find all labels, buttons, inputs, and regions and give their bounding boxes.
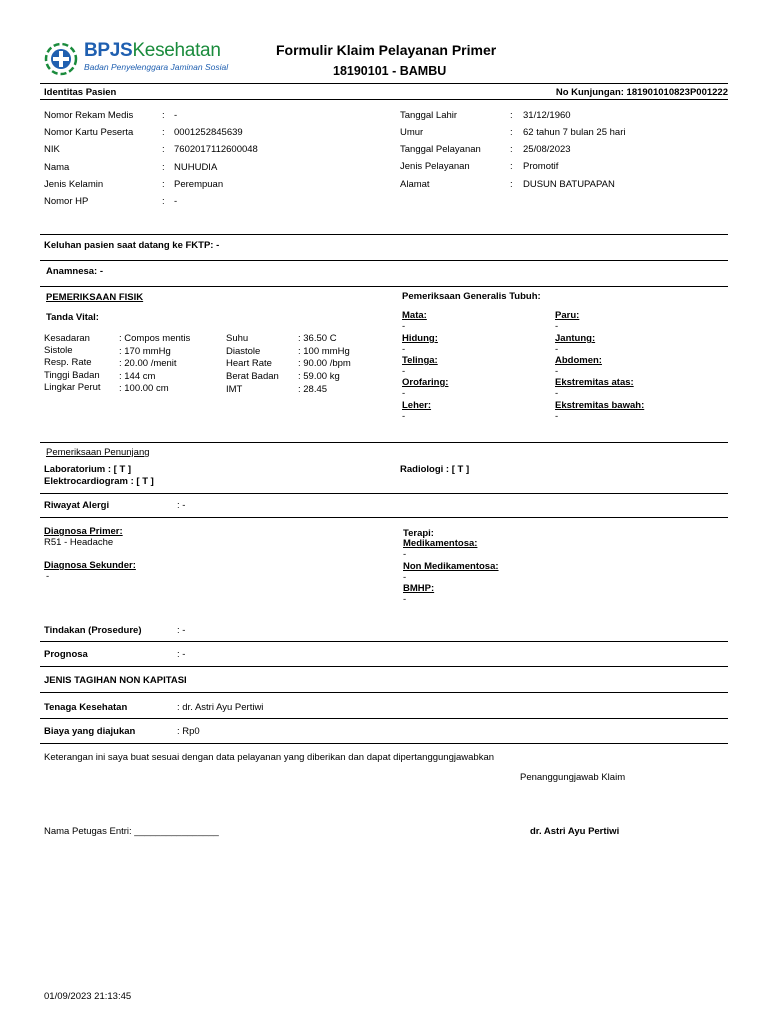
exam-label: Hidung: (402, 333, 438, 344)
exam-value: - (555, 411, 559, 422)
field-value: 25/08/2023 (523, 144, 571, 155)
vital-label: IMT (226, 384, 243, 395)
field-colon: : (510, 179, 513, 190)
field-colon: : (162, 179, 165, 190)
tenaga-label: Tenaga Kesehatan (44, 702, 128, 713)
exam-label: Leher: (402, 400, 432, 411)
bpjs-logo (44, 40, 229, 78)
vital-signs-title: Tanda Vital: (46, 312, 99, 323)
non-medikamentosa-value: - (403, 572, 407, 583)
anamnesa-text: Anamnesa: - (46, 266, 104, 277)
field-label: NIK (44, 144, 60, 155)
vital-value: : 36.50 C (298, 333, 337, 344)
exam-value: - (402, 411, 406, 422)
non-medikamentosa-label: Non Medikamentosa: (403, 561, 499, 572)
medikamentosa-label: Medikamentosa: (403, 538, 478, 549)
exam-value: - (555, 366, 559, 377)
form-title: Formulir Klaim Pelayanan Primer (276, 42, 497, 58)
vital-value: : Compos mentis (119, 333, 191, 344)
divider (40, 743, 728, 744)
field-colon: : (162, 144, 165, 155)
field-colon: : (162, 110, 165, 121)
logo-subtitle: Badan Penyelenggara Jaminan Sosial (84, 62, 229, 72)
bmhp-label: BMHP: (403, 583, 435, 594)
field-label: Nama (44, 162, 70, 173)
divider (40, 286, 728, 287)
field-value: NUHUDIA (174, 162, 218, 173)
exam-value: - (402, 321, 406, 332)
exam-label: Ekstremitas bawah: (555, 400, 645, 411)
vital-value: : 20.00 /menit (119, 358, 177, 369)
field-label: Alamat (400, 179, 430, 190)
vital-label: Lingkar Perut (44, 382, 101, 393)
exam-label: Jantung: (555, 333, 596, 344)
divider (40, 442, 728, 443)
vital-label: Resp. Rate (44, 357, 92, 368)
bpjs-emblem-icon (44, 42, 78, 76)
divider (40, 83, 728, 84)
vital-label: Suhu (226, 333, 249, 344)
field-colon: : (162, 162, 165, 173)
lab-text: Laboratorium : [ T ] (44, 464, 132, 475)
field-colon: : (162, 127, 165, 138)
jenis-tagihan-title: JENIS TAGIHAN NON KAPITASI (44, 675, 187, 686)
identity-section-label: Identitas Pasien (44, 87, 117, 98)
field-label: Umur (400, 127, 424, 138)
penunjang-title: Pemeriksaan Penunjang (46, 447, 150, 458)
printed-timestamp: 01/09/2023 21:13:45 (44, 991, 132, 1002)
divider (40, 517, 728, 518)
exam-label: Ekstremitas atas: (555, 377, 634, 388)
medikamentosa-value: - (403, 549, 407, 560)
keluhan-text: Keluhan pasien saat datang ke FKTP: - (44, 240, 220, 251)
exam-value: - (402, 344, 406, 355)
radiologi-text: Radiologi : [ T ] (400, 464, 470, 475)
exam-value: - (402, 366, 406, 377)
exam-label: Orofaring: (402, 377, 449, 388)
field-value: 0001252845639 (174, 127, 243, 138)
vital-value: : 170 mmHg (119, 346, 171, 357)
exam-label: Telinga: (402, 355, 438, 366)
divider (40, 234, 728, 235)
tindakan-label: Tindakan (Prosedure) (44, 625, 142, 636)
tindakan-value: : - (177, 625, 186, 636)
divider (40, 641, 728, 642)
prognosa-label: Prognosa (44, 649, 88, 660)
bmhp-value: - (403, 594, 407, 605)
logo-brand2: Kesehatan (132, 40, 221, 61)
vital-label: Diastole (226, 346, 261, 357)
prognosa-value: : - (177, 649, 186, 660)
exam-label: Abdomen: (555, 355, 602, 366)
field-colon: : (510, 161, 513, 172)
vital-value: : 144 cm (119, 371, 156, 382)
exam-label: Paru: (555, 310, 580, 321)
penanggung-label: Penanggungjawab Klaim (520, 772, 626, 783)
field-value: 7602017112600048 (174, 144, 258, 155)
diagnosa-sekunder-value: - (46, 571, 50, 582)
field-label: Tanggal Lahir (400, 110, 458, 121)
field-value: - (174, 110, 178, 121)
diagnosa-primer-value: R51 - Headache (44, 537, 114, 548)
field-value: Promotif (523, 161, 559, 172)
field-colon: : (510, 110, 513, 121)
vital-label: Heart Rate (226, 358, 272, 369)
petugas-entri-label: Nama Petugas Entri: ________________ (44, 826, 219, 837)
field-value: - (174, 196, 178, 207)
exam-value: - (555, 388, 559, 399)
visit-number: No Kunjungan: 181901010823P001222 (555, 87, 728, 98)
diagnosa-primer-label: Diagnosa Primer: (44, 526, 123, 537)
field-colon: : (510, 144, 513, 155)
field-label: Nomor Rekam Medis (44, 110, 134, 121)
penanggung-name: dr. Astri Ayu Pertiwi (530, 826, 620, 837)
field-value: Perempuan (174, 179, 224, 190)
general-exam-title: Pemeriksaan Generalis Tubuh: (402, 291, 541, 302)
field-label: Tanggal Pelayanan (400, 144, 481, 155)
vital-value: : 90.00 /bpm (298, 358, 351, 369)
physical-exam-title: PEMERIKSAAN FISIK (46, 292, 144, 303)
divider (40, 493, 728, 494)
biaya-value: : Rp0 (177, 726, 200, 737)
ekg-text: Elektrocardiogram : [ T ] (44, 476, 154, 487)
vital-label: Sistole (44, 345, 73, 356)
field-value: DUSUN BATUPAPAN (523, 179, 615, 190)
logo-brand: BPJS (84, 40, 133, 61)
terapi-label: Terapi: (403, 528, 434, 539)
field-colon: : (162, 196, 165, 207)
form-subtitle: 18190101 - BAMBU (333, 64, 447, 78)
vital-label: Berat Badan (226, 371, 279, 382)
alergi-value: : - (177, 500, 186, 511)
divider (40, 718, 728, 719)
diagnosa-sekunder-label: Diagnosa Sekunder: (44, 560, 136, 571)
alergi-label: Riwayat Alergi (44, 500, 110, 511)
tenaga-value: : dr. Astri Ayu Pertiwi (177, 702, 264, 713)
field-value: 31/12/1960 (523, 110, 571, 121)
exam-value: - (402, 388, 406, 399)
field-label: Nomor Kartu Peserta (44, 127, 134, 138)
vital-value: : 28.45 (298, 384, 328, 395)
vital-value: : 59.00 kg (298, 371, 340, 382)
keterangan-text: Keterangan ini saya buat sesuai dengan data pelayanan yang diberikan dan dapat dipertanggungjawabkan (44, 752, 495, 763)
divider (40, 692, 728, 693)
exam-value: - (555, 344, 559, 355)
vital-label: Tinggi Badan (44, 370, 100, 381)
divider (40, 666, 728, 667)
exam-value: - (555, 321, 559, 332)
field-label: Nomor HP (44, 196, 89, 207)
biaya-label: Biaya yang diajukan (44, 726, 136, 737)
field-label: Jenis Kelamin (44, 179, 104, 190)
divider (40, 260, 728, 261)
field-value: 62 tahun 7 bulan 25 hari (523, 127, 626, 138)
vital-value: : 100.00 cm (119, 383, 169, 394)
field-colon: : (510, 127, 513, 138)
vital-value: : 100 mmHg (298, 346, 350, 357)
field-label: Jenis Pelayanan (400, 161, 470, 172)
divider (40, 99, 728, 100)
vital-label: Kesadaran (44, 333, 90, 344)
exam-label: Mata: (402, 310, 427, 321)
